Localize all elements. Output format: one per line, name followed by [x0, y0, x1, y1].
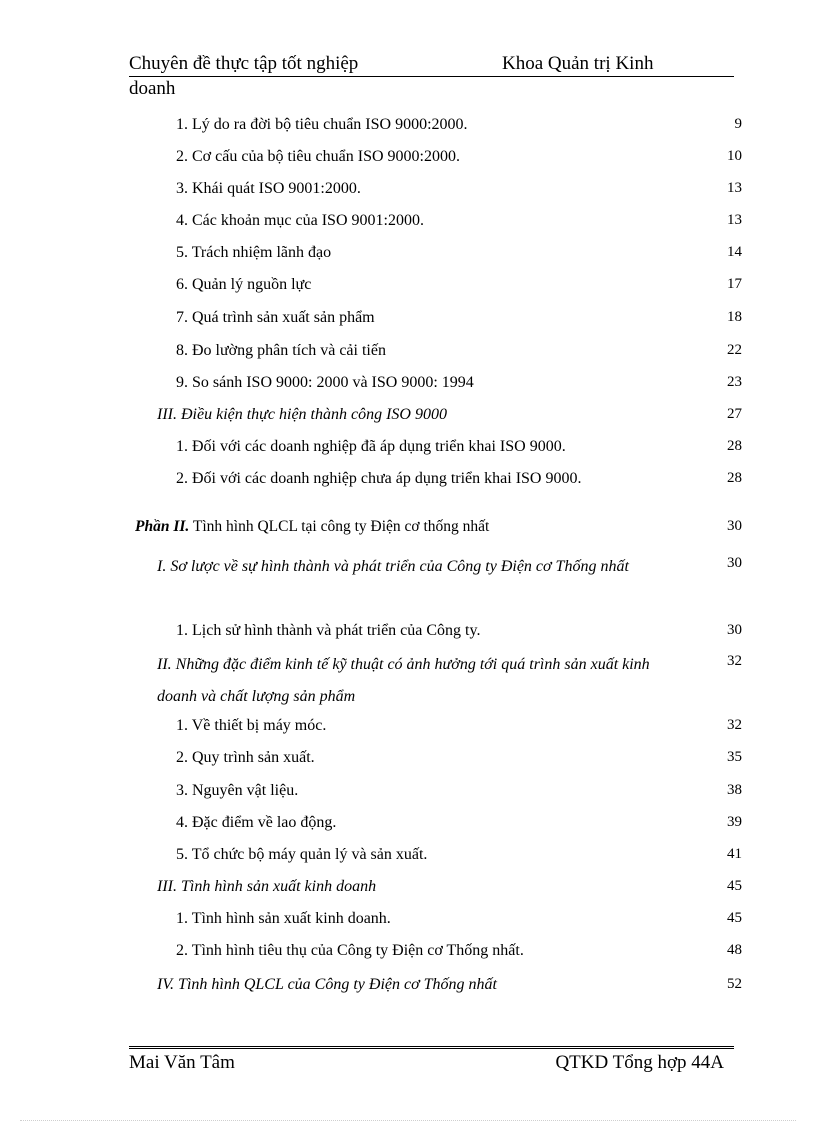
toc-entry-title: 6. Quản lý nguồn lực — [176, 276, 312, 293]
toc-part-label: Phần II. — [135, 518, 190, 535]
toc-entry-page: 39 — [727, 814, 742, 830]
toc-entry-page: 10 — [727, 148, 742, 164]
toc-entry-page: 13 — [727, 212, 742, 228]
toc-entry-page: 41 — [727, 846, 742, 862]
page-footer — [129, 1046, 734, 1073]
toc-entry-page: 17 — [727, 276, 742, 292]
toc-entry-title: 1. Tình hình sản xuất kinh doanh. — [176, 910, 391, 927]
toc-entry-page: 45 — [727, 878, 742, 894]
toc-section-title: II. Những đặc điểm kinh tế kỹ thuật có ảnh hưởng tới quá trình sản xuất kinh doanh và chất lượng sản phẩm — [157, 656, 650, 705]
toc-entry-page: 52 — [727, 976, 742, 992]
toc-entry-page: 30 — [727, 518, 742, 534]
toc-entry-page: 9 — [734, 116, 742, 132]
toc-entry-page: 30 — [727, 555, 742, 571]
footer-class: QTKD Tổng hợp 44A — [555, 1052, 724, 1073]
toc-entry-title: 1. Về thiết bị máy móc. — [176, 717, 327, 734]
toc-entry-page: 38 — [727, 782, 742, 798]
toc-entry-page: 23 — [727, 374, 742, 390]
toc-entry-title: 8. Đo lường phân tích và cải tiến — [176, 342, 386, 359]
toc-entry-title: 2. Cơ cấu của bộ tiêu chuẩn ISO 9000:2000. — [176, 148, 460, 165]
toc-entry-title: 3. Nguyên vật liệu. — [176, 782, 299, 799]
toc-entry-title: 1. Đối với các doanh nghiệp đã áp dụng triển khai ISO 9000. — [176, 438, 566, 455]
toc-entry-page: 32 — [727, 717, 742, 733]
toc-entry-page: 27 — [727, 406, 742, 422]
toc-entry-title: 9. So sánh ISO 9000: 2000 và ISO 9000: 1994 — [176, 374, 474, 391]
toc-entry-page: 13 — [727, 180, 742, 196]
toc-entry-page: 22 — [727, 342, 742, 358]
header-title: Chuyên đề thực tập tốt nghiệp — [129, 53, 359, 74]
toc-entry-title: 2. Tình hình tiêu thụ của Công ty Điện cơ Thống nhất. — [176, 942, 524, 959]
toc-entry-title: 3. Khái quát ISO 9001:2000. — [176, 180, 361, 197]
toc-entry-page: 18 — [727, 309, 742, 325]
page-bottom-border — [20, 1120, 796, 1121]
toc-entry-title: 7. Quá trình sản xuất sản phẩm — [176, 309, 375, 326]
toc-entry-title: 4. Các khoản mục của ISO 9001:2000. — [176, 212, 424, 229]
toc-section-title: III. Điều kiện thực hiện thành công ISO 9000 — [157, 406, 447, 423]
toc-entry-title: 5. Tổ chức bộ máy quản lý và sản xuất. — [176, 846, 428, 863]
header-continuation: doanh — [129, 78, 176, 99]
footer-author: Mai Văn Tâm — [129, 1052, 235, 1073]
toc-entry-page: 32 — [727, 653, 742, 669]
toc-entry-title: 1. Lịch sử hình thành và phát triển của Công ty. — [176, 622, 481, 639]
toc-section-title: I. Sơ lược về sự hình thành và phát triển của Công ty Điện cơ Thống nhất — [157, 558, 629, 575]
toc-entry-page: 35 — [727, 749, 742, 765]
header-department: Khoa Quản trị Kinh — [502, 53, 654, 74]
toc-entry-page: 48 — [727, 942, 742, 958]
toc-entry-title: 4. Đặc điểm về lao động. — [176, 814, 337, 831]
toc-entry-title: 1. Lý do ra đời bộ tiêu chuẩn ISO 9000:2000. — [176, 116, 468, 133]
toc-entry-page: 28 — [727, 470, 742, 486]
toc-entry-title: 2. Đối với các doanh nghiệp chưa áp dụng triển khai ISO 9000. — [176, 470, 582, 487]
toc-section-title: III. Tình hình sản xuất kinh doanh — [157, 878, 377, 895]
toc-entry-page: 14 — [727, 244, 742, 260]
toc-entry-title: 2. Quy trình sản xuất. — [176, 749, 315, 766]
toc-section-title: IV. Tình hình QLCL của Công ty Điện cơ Thống nhất — [157, 976, 497, 993]
toc-part-title: Tình hình QLCL tại công ty Điện cơ thống nhất — [192, 518, 490, 535]
toc-entry-page: 28 — [727, 438, 742, 454]
toc-entry-page: 30 — [727, 622, 742, 638]
toc-entry-page: 45 — [727, 910, 742, 926]
toc-entry-title: 5. Trách nhiệm lãnh đạo — [176, 244, 332, 261]
